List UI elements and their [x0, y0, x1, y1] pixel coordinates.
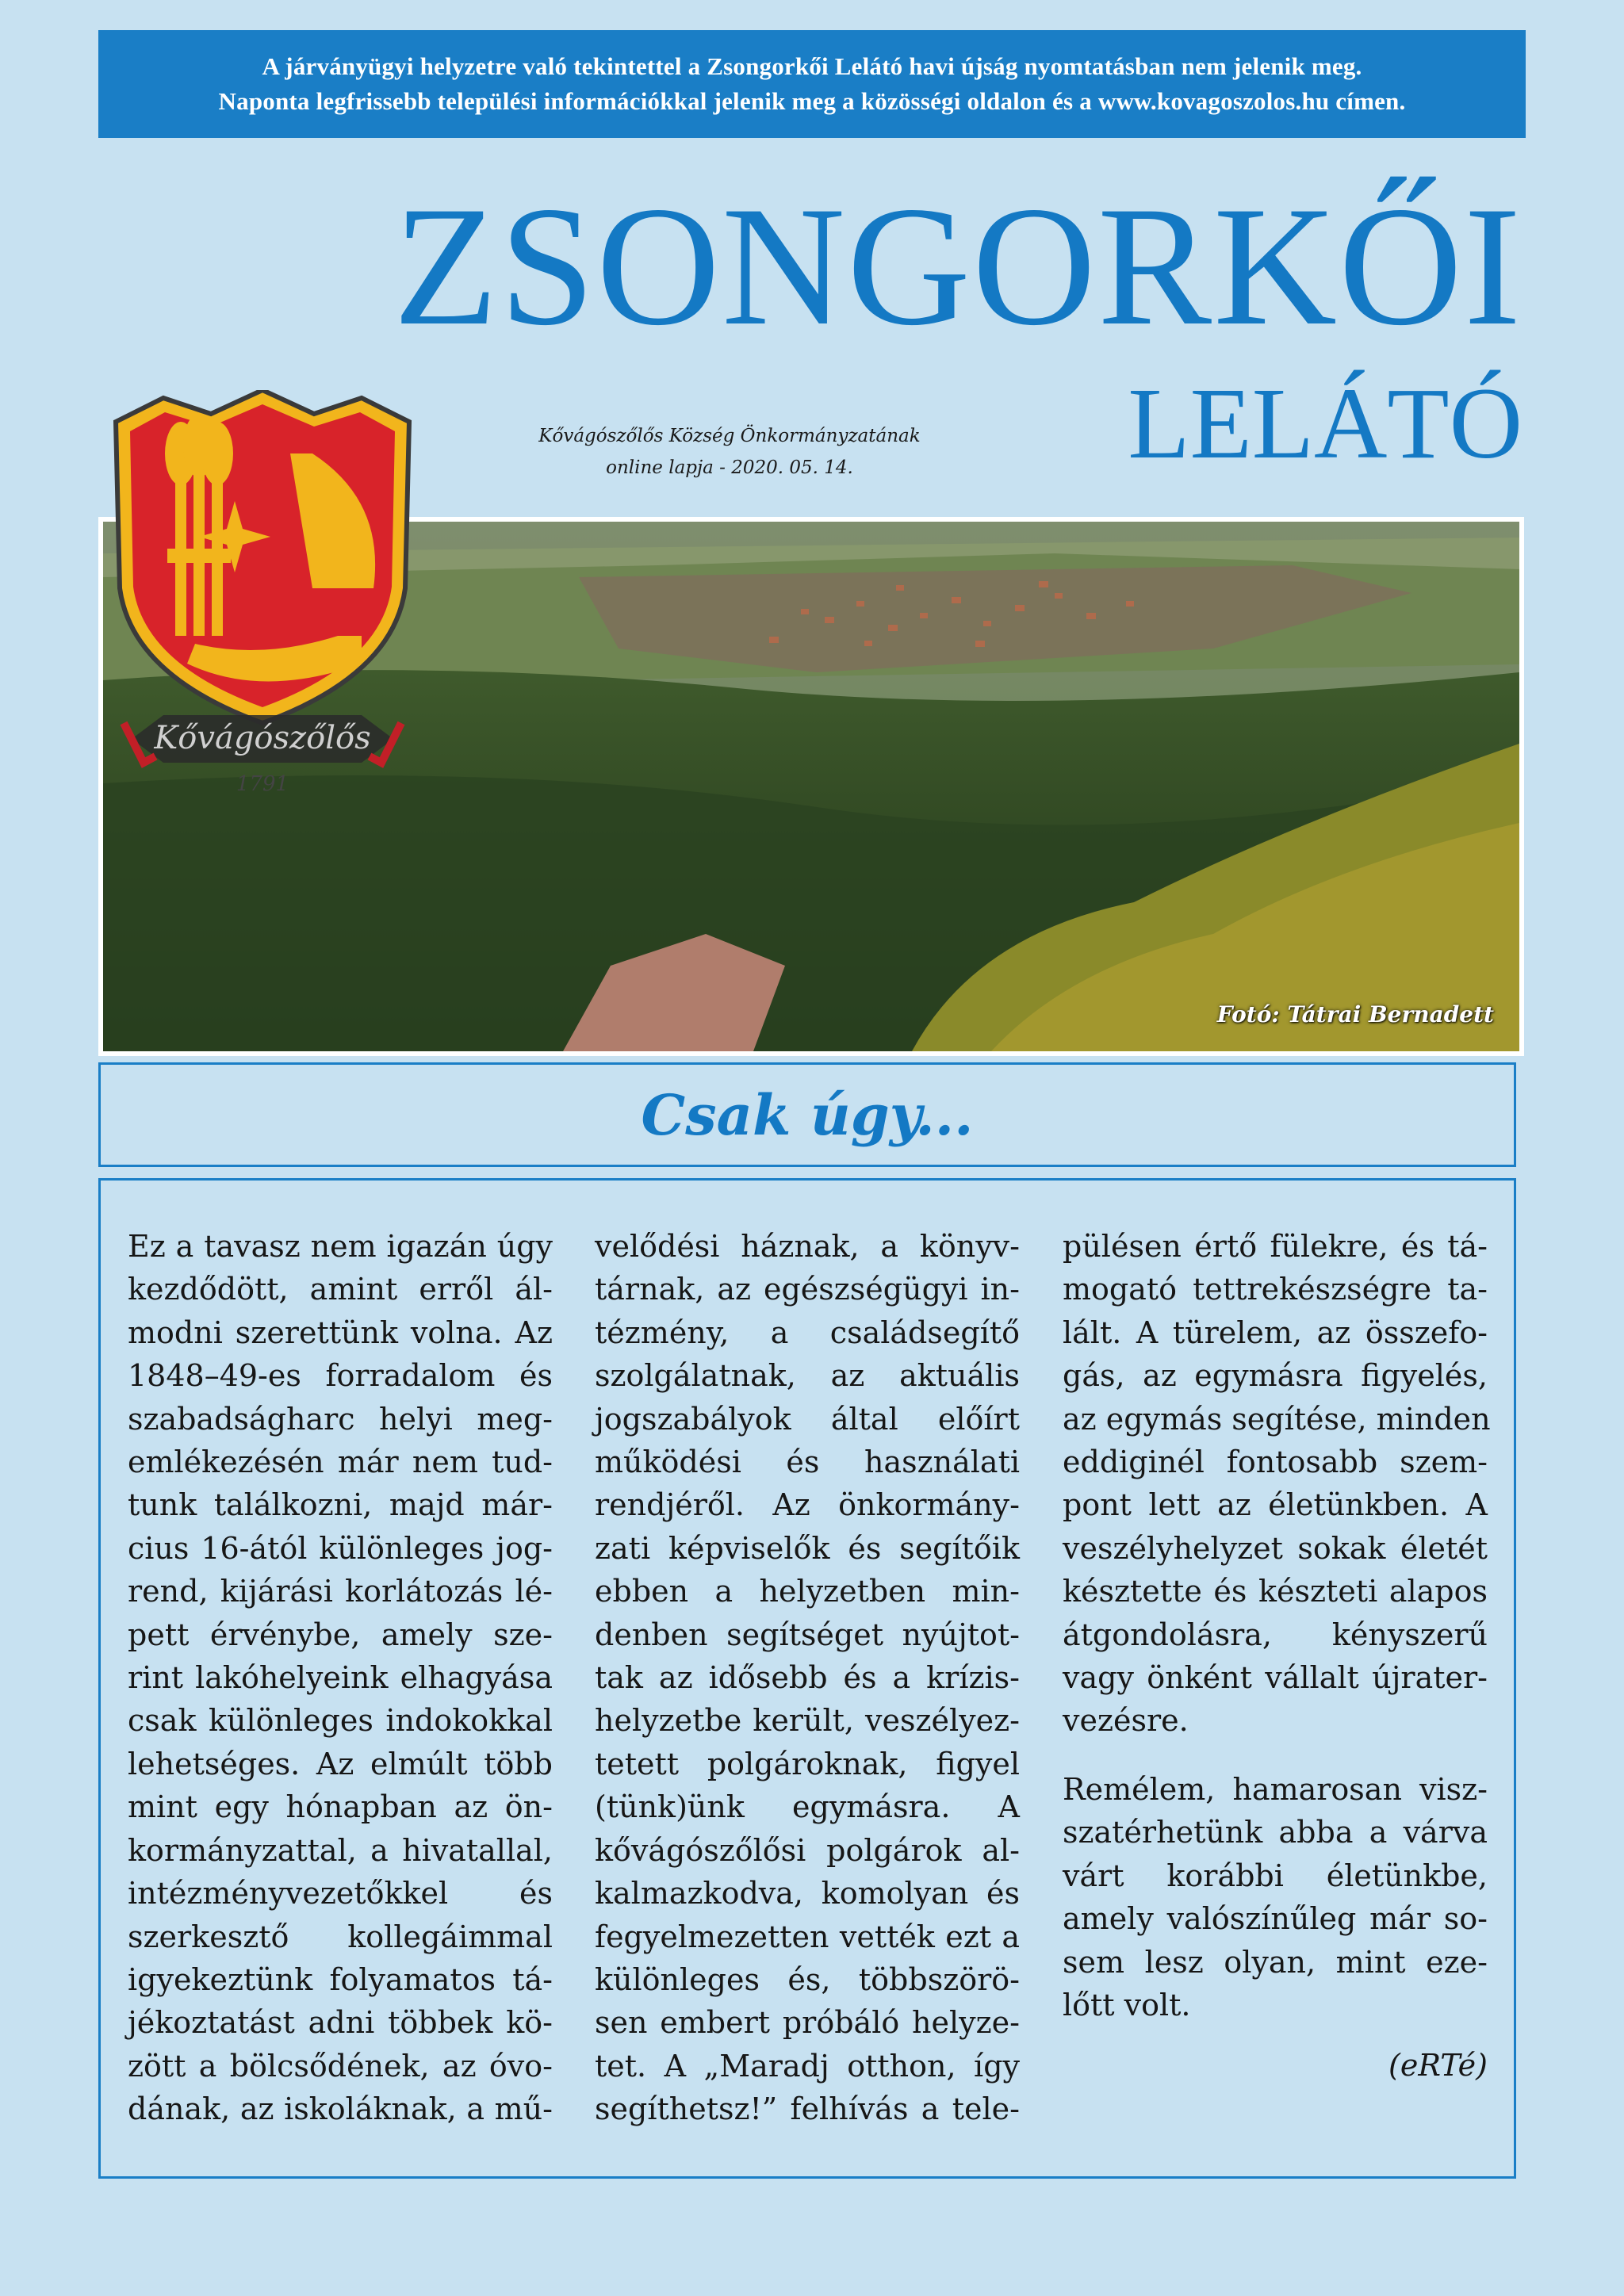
article-line: dának, az iskoláknak, a mű- — [128, 2091, 553, 2127]
author-signature: (eRTé) — [1388, 2048, 1488, 2084]
article-line: emlékezésén már nem tud- — [128, 1445, 553, 1480]
article-line: vagy önként vállalt újrater- — [1063, 1660, 1488, 1696]
edition-date: online lapja - 2020. 05. 14. — [606, 457, 853, 478]
article-line: Ez a tavasz nem igazán úgy — [128, 1229, 553, 1264]
article-column-2 — [595, 1225, 1020, 2131]
article-column-3 — [1063, 1225, 1491, 2087]
article-headline: Csak úgy... — [641, 1081, 974, 1148]
article-line: tárnak, az egészségügyi in- — [595, 1272, 1020, 1307]
crest-ribbon-text: Kővágószőlős — [154, 720, 371, 756]
edition-info — [508, 420, 952, 484]
article-line: várt korábbi életünkbe, — [1063, 1858, 1488, 1893]
article-line: modni szerettünk volna. Az — [128, 1314, 553, 1350]
article-line: mint egy hónapban az ön- — [128, 1789, 553, 1825]
notice-banner — [98, 30, 1526, 138]
article-body — [98, 1178, 1516, 2179]
article-line: pülésen értő fülekre, és tá- — [1063, 1229, 1488, 1264]
masthead-subtitle: LELÁTÓ — [1128, 367, 1522, 480]
article-line: szerkesztő kollegáimmal — [128, 1919, 553, 1954]
article-line: tézmény, a családsegítő — [595, 1314, 1020, 1350]
article-line: jogszabályok által előírt — [595, 1401, 1020, 1437]
article-line: cius 16-ától különleges jog- — [128, 1530, 553, 1566]
article-line: Remélem, hamarosan visz- — [1063, 1771, 1488, 1807]
paragraph-gap — [1063, 1743, 1488, 1768]
article-line: szatérhetünk abba a várva — [1063, 1815, 1488, 1850]
article-line: fegyelmezetten vették ezt a — [595, 1919, 1020, 1954]
article-line: denben segítséget nyújtot- — [595, 1617, 1020, 1652]
article-line: működési és használati — [595, 1445, 1020, 1480]
article-line: szolgálatnak, az aktuális — [595, 1358, 1020, 1394]
article-line: amely valószínűleg már so- — [1063, 1901, 1488, 1937]
headline-box — [98, 1062, 1516, 1167]
article-line: tet. A „Maradj otthon, így — [595, 2048, 1020, 2084]
article-line: zati képviselők és segítőik — [595, 1530, 1020, 1566]
article-line: tunk találkozni, majd már- — [128, 1487, 553, 1523]
masthead-title: ZSONGORKŐI — [393, 171, 1522, 361]
article-line: rint lakóhelyeink elhagyása — [128, 1660, 553, 1696]
notice-line-1: A járványügyi helyzetre való tekintettel a Zsongorkői Lelátó havi újság nyomtatásban nem jelenik meg. — [262, 52, 1362, 80]
article-line: lőtt volt. — [1063, 1987, 1191, 2022]
article-line: mogató tettrekészségre ta- — [1063, 1272, 1488, 1307]
article-line: jékoztatást adni többek kö- — [128, 2005, 553, 2041]
article-line: sen embert próbáló helyze- — [595, 2005, 1020, 2041]
article-line: veszélyhelyzet sokak életét — [1063, 1530, 1488, 1566]
article-line: eddiginél fontosabb szem- — [1063, 1445, 1488, 1480]
article-line: velődési háznak, a könyv- — [595, 1229, 1020, 1264]
article-line: pont lett az életünkben. A — [1063, 1487, 1488, 1523]
article-line: az egymás segítése, minden — [1063, 1401, 1491, 1437]
notice-line-2: Naponta legfrissebb települési információkkal jelenik meg a közösségi oldalon és a www.kovagoszolos.hu címen. — [218, 87, 1406, 115]
article-line: pett érvénybe, amely sze- — [128, 1617, 553, 1652]
article-line: ebben a helyzetben min- — [595, 1574, 1020, 1609]
article-line: különleges és, többszörö- — [595, 1961, 1020, 1997]
article-line: vezésre. — [1063, 1703, 1189, 1739]
article-line: rend, kijárási korlátozás lé- — [128, 1574, 553, 1609]
edition-publisher: Kővágószőlős Község Önkormányzatának — [538, 426, 921, 446]
article-line: rendjéről. Az önkormány- — [595, 1487, 1020, 1523]
article-line: 1848–49-es forradalom és — [128, 1358, 553, 1394]
article-line: (tünk)ünk egymásra. A — [595, 1789, 1020, 1825]
article-line: lált. A türelem, az összefo- — [1063, 1314, 1488, 1350]
article-column-1 — [128, 1225, 553, 2131]
article-line: gás, az egymásra figyelés, — [1063, 1358, 1488, 1394]
article-line: lehetséges. Az elmúlt több — [128, 1746, 553, 1781]
article-line: tetett polgároknak, figyel — [595, 1746, 1020, 1781]
article-line: intézményvezetőkkel és — [128, 1876, 553, 1911]
article-line: helyzetbe került, veszélyez- — [595, 1703, 1020, 1739]
article-line: kezdődött, amint erről ál- — [128, 1272, 553, 1307]
article-line: szabadságharc helyi meg- — [128, 1401, 553, 1437]
article-line: késztette és készteti alapos — [1063, 1574, 1488, 1609]
article-line: kormányzattal, a hivatallal, — [128, 1832, 553, 1868]
article-line: igyekeztünk folyamatos tá- — [128, 1961, 553, 1997]
article-line: átgondolásra, kényszerű — [1063, 1617, 1488, 1652]
article-line: kalmazkodva, komolyan és — [595, 1876, 1020, 1911]
crest-year: 1791 — [236, 772, 289, 796]
article-line: tak az idősebb és a krízis- — [595, 1660, 1020, 1696]
municipal-coat-of-arms — [100, 390, 425, 802]
article-line: segíthetsz!” felhívás a tele- — [595, 2091, 1020, 2127]
article-line: sem lesz olyan, mint eze- — [1063, 1944, 1488, 1980]
article-line: zött a bölcsődének, az óvo- — [128, 2048, 553, 2084]
article-line: csak különleges indokokkal — [128, 1703, 553, 1739]
article-line: kővágószőlősi polgárok al- — [595, 1832, 1020, 1868]
photo-credit: Fotó: Tátrai Bernadett — [1216, 1001, 1494, 1027]
